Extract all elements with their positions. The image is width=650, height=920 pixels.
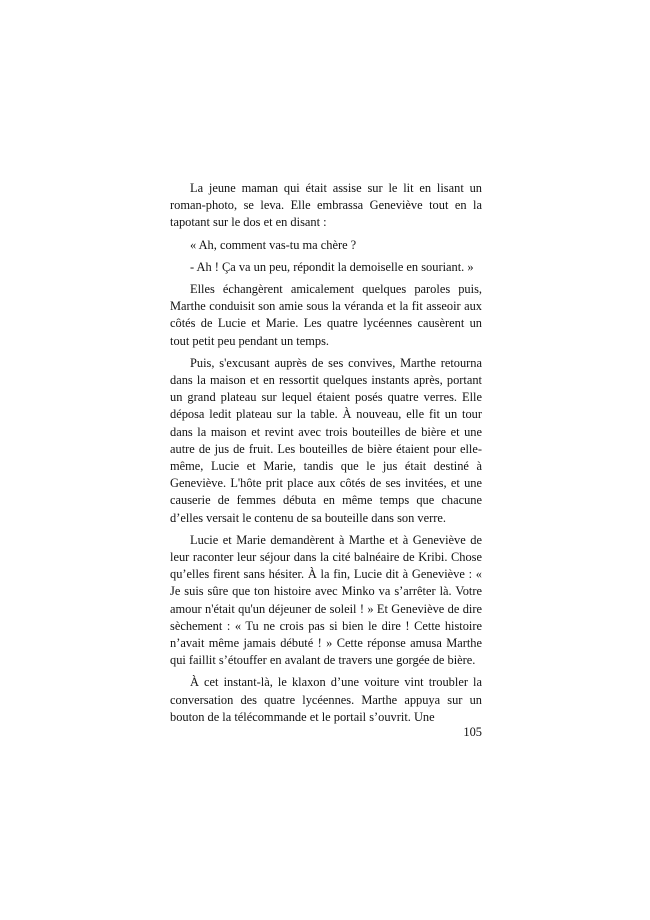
paragraph-7: À cet instant-là, le klaxon d’une voiture vint troubler la conversation des quatre lycéennes. Marthe appuya sur un bouton de la télécommande et le portail s’ouvrit. Une — [170, 675, 482, 724]
paragraph-1: La jeune maman qui était assise sur le lit en lisant un roman-photo, se leva. Elle embrassa Geneviève tout en la tapotant sur le dos et en disant : — [170, 181, 482, 230]
page-number: 105 — [463, 725, 482, 739]
paragraph-4: Elles échangèrent amicalement quelques paroles puis, Marthe conduisit son amie sous la véranda et la fit asseoir aux côtés de Lucie et Marie. Les quatre lycéennes causèrent un tout petit peu pendant un temps. — [170, 282, 482, 348]
paragraph-2: « Ah, comment vas-tu ma chère ? — [190, 237, 357, 252]
paragraph-3: - Ah ! Ça va un peu, répondit la demoiselle en souriant. » — [190, 259, 474, 274]
book-page-body — [170, 180, 482, 731]
paragraph-5: Puis, s'excusant auprès de ses convives, Marthe retourna dans la maison et en ressortit quelques instants après, portant un grand plateau sur lequel étaient posés quatre verres. Elle déposa ledit plateau sur la table. À nouveau, elle fit un tour dans la maison et revint avec trois bouteilles de bière et une autre de jus de fruit. Les bouteilles de bière étaient pour elle-même, Lucie et Marie, tandis que le jus était destiné à Geneviève. L'hôte prit place aux côtés de ses invitées, et une causerie de femmes débuta en même temps que chacune d’elles versait le contenu de sa bouteille dans son verre. — [170, 355, 482, 525]
paragraph-6: Lucie et Marie demandèrent à Marthe et à Geneviève de leur raconter leur séjour dans la cité balnéaire de Kribi. Chose qu’elles firent sans hésiter. À la fin, Lucie dit à Geneviève : « Je suis sûre que ton histoire avec Minko va s’arrêter là. Votre amour n'était qu'un déjeuner de soleil ! » Et Geneviève de dire sèchement : « Tu ne crois pas si bien le dire ! Cette histoire n’avait même jamais débuté ! » Cette réponse amusa Marthe qui faillit s’étouffer en avalant de travers une gorgée de bière. — [170, 532, 482, 668]
